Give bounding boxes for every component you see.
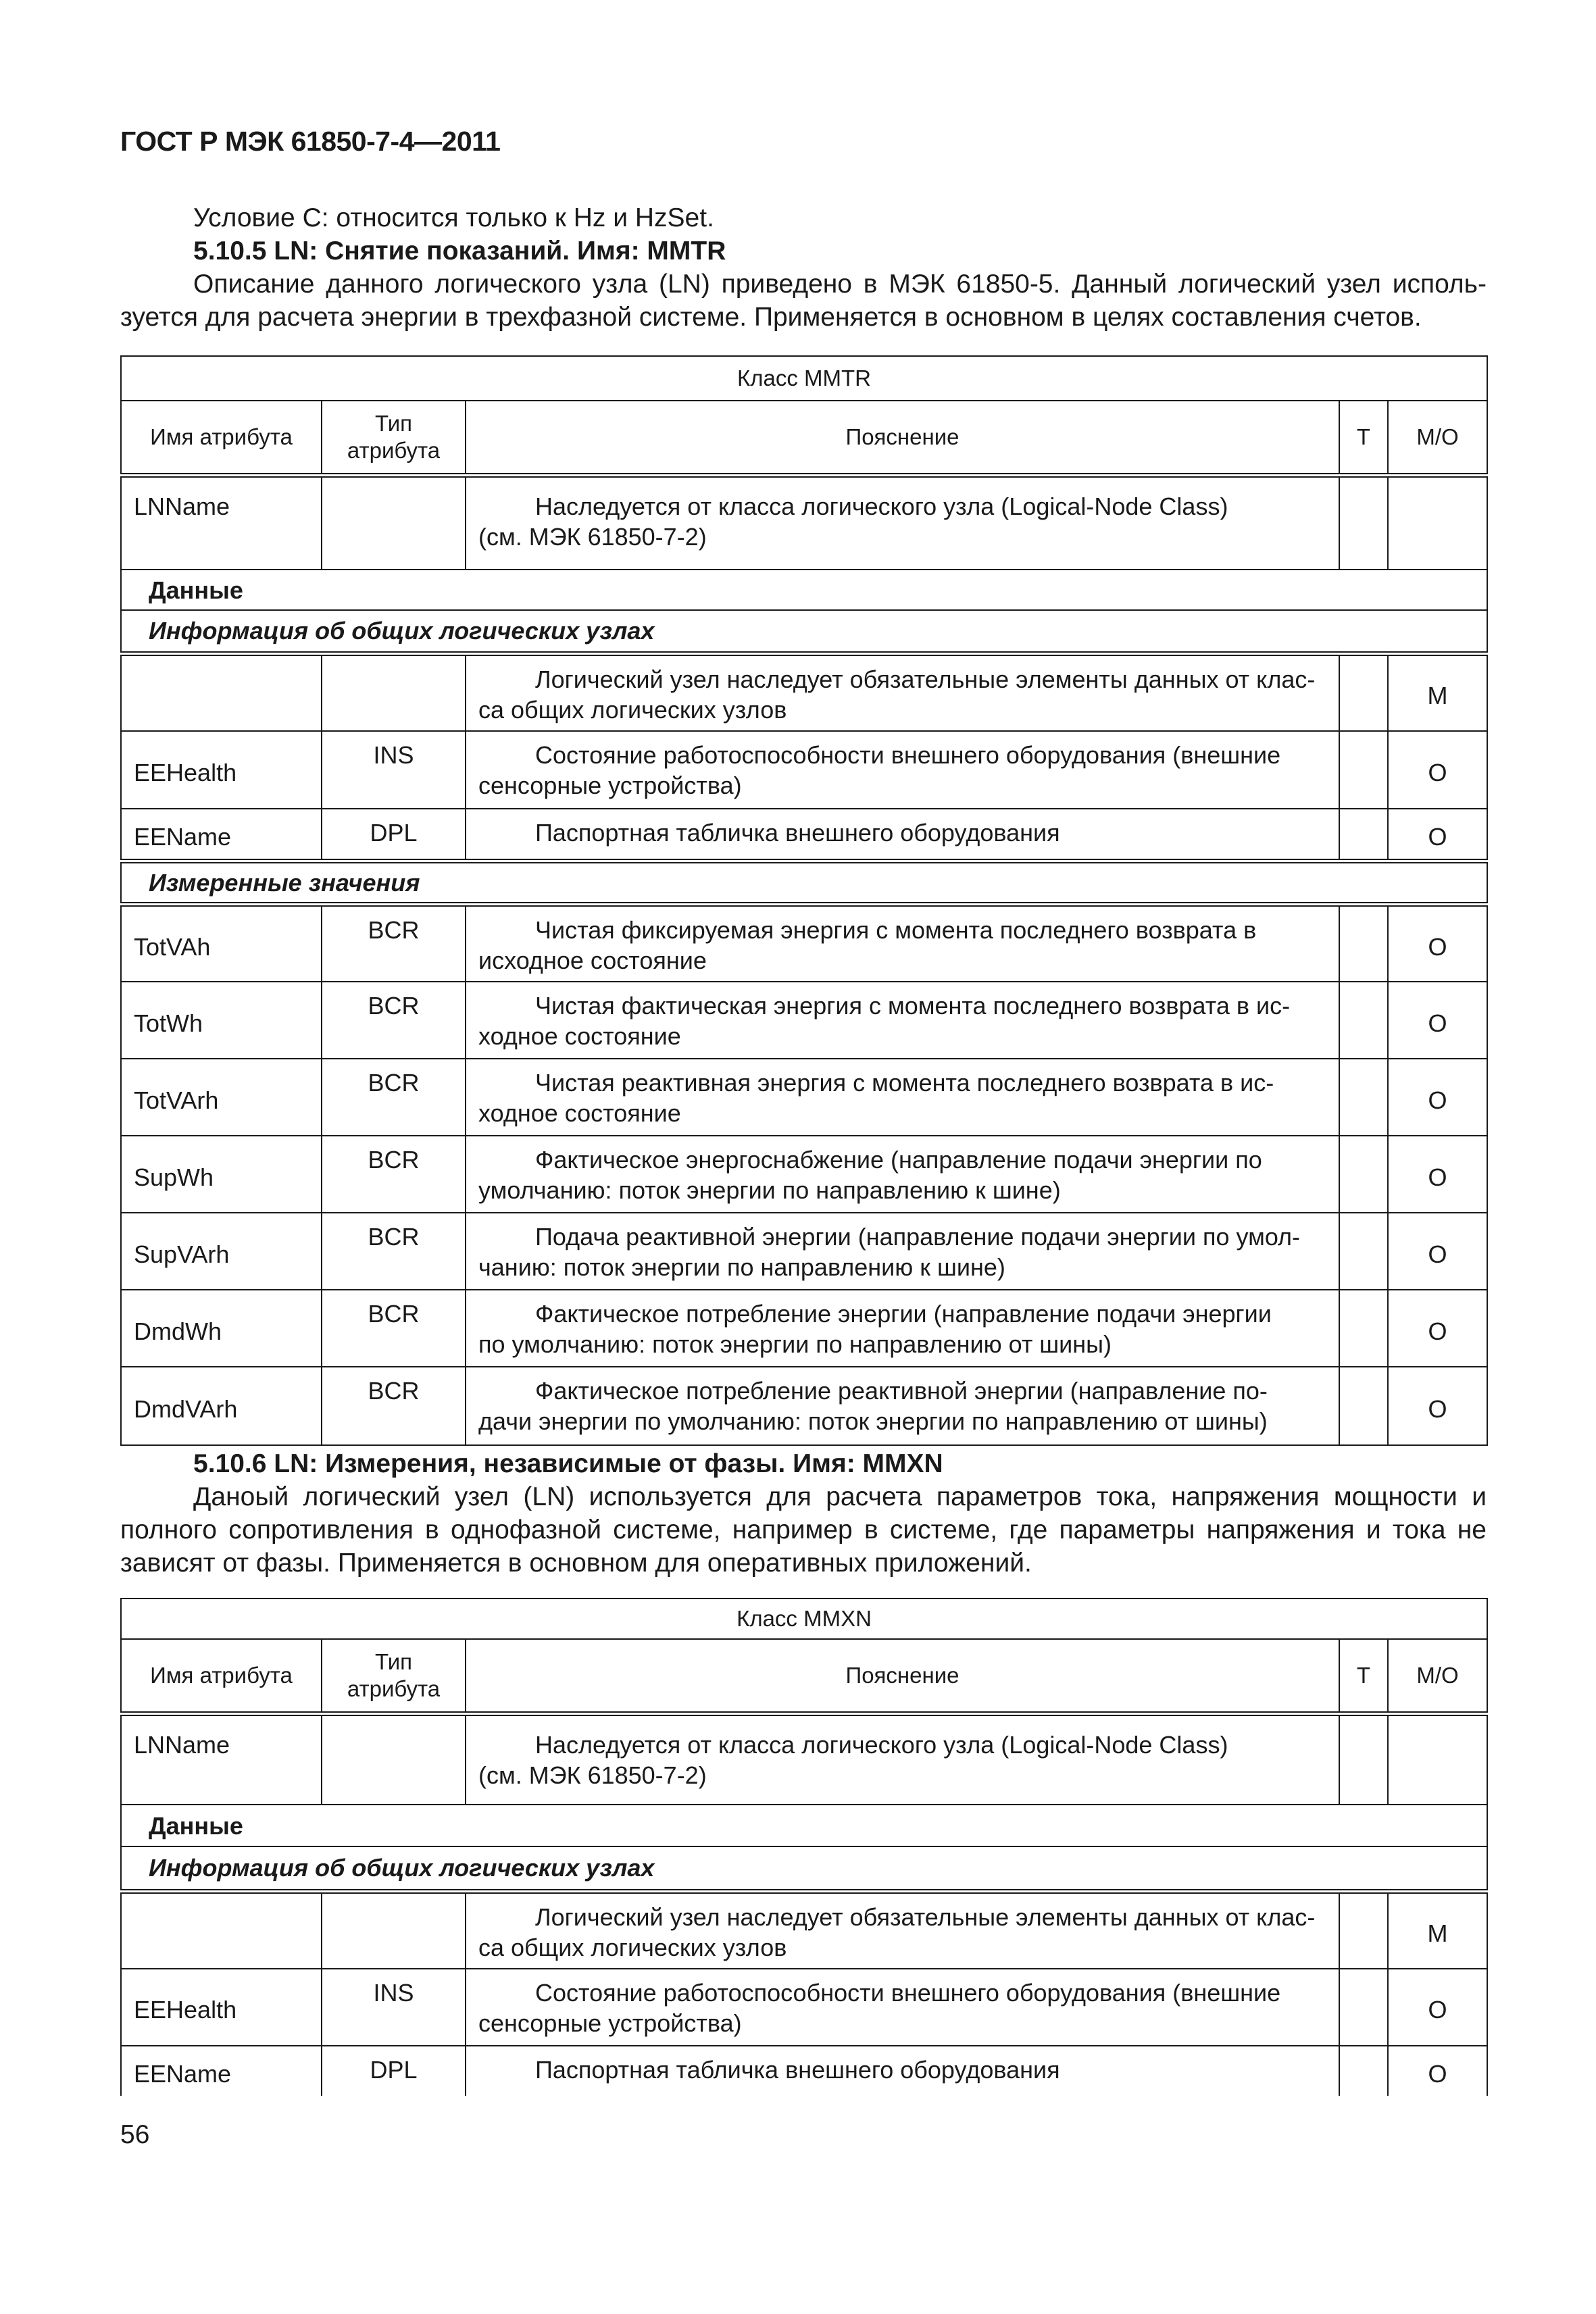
- attr-desc: [466, 1136, 1339, 1213]
- col-header-desc: Пояснение: [466, 401, 1339, 475]
- attr-type: [322, 1713, 466, 1805]
- col-header-type: Тип атрибута: [322, 1639, 466, 1713]
- desc-line: чанию: поток энергии по направлению к шине): [478, 1253, 1005, 1281]
- attr-desc: [466, 1213, 1339, 1290]
- attr-mo: [1388, 475, 1487, 570]
- condition-note: Условие С: относится только к Hz и HzSet.: [193, 203, 714, 232]
- section-title-mmtr: 5.10.5 LN: Снятие показаний. Имя: MMTR: [193, 236, 726, 266]
- desc-line: Паспортная табличка внешнего оборудования: [535, 818, 1060, 847]
- table-row: [121, 475, 1487, 570]
- attr-desc: [466, 809, 1339, 861]
- attr-type: INS: [322, 731, 466, 809]
- table-row: [121, 982, 1487, 1059]
- attr-name: SupWh: [121, 1136, 322, 1213]
- table-row: [121, 1891, 1487, 1969]
- attr-desc: [466, 905, 1339, 982]
- attr-name: LNName: [121, 475, 322, 570]
- class-title: Класс MMXN: [121, 1599, 1487, 1639]
- attr-t: [1339, 1136, 1388, 1213]
- attr-mo: М: [1388, 1891, 1487, 1969]
- table-row: [121, 2046, 1487, 2096]
- attr-mo: О: [1388, 905, 1487, 982]
- attr-name: [121, 653, 322, 731]
- desc-line: Логический узел наследует обязательные элементы данных от клас-: [535, 1903, 1316, 1931]
- class-table-mmxn: [120, 1598, 1488, 2096]
- attr-type: BCR: [322, 1290, 466, 1367]
- attr-type: [322, 475, 466, 570]
- attr-mo: О: [1388, 1367, 1487, 1445]
- desc-line: Фактическое потребление реактивной энергии (направление по-: [535, 1377, 1268, 1405]
- attr-name: SupVArh: [121, 1213, 322, 1290]
- attr-mo: О: [1388, 2046, 1487, 2096]
- attr-t: [1339, 1213, 1388, 1290]
- desc-line: Фактическое потребление энергии (направление подачи энергии: [535, 1300, 1272, 1328]
- col-header-t: Т: [1339, 1639, 1388, 1713]
- desc-line: Фактическое энергоснабжение (направление подачи энергии по: [535, 1146, 1262, 1174]
- attr-mo: О: [1388, 982, 1487, 1059]
- attr-type: [322, 653, 466, 731]
- attr-desc: [466, 1969, 1339, 2046]
- desc-line: ходное состояние: [478, 1022, 681, 1050]
- attr-mo: О: [1388, 1136, 1487, 1213]
- desc-line: са общих логических узлов: [478, 1933, 787, 1961]
- col-header-mo: М/О: [1388, 401, 1487, 475]
- attr-type: [322, 1891, 466, 1969]
- desc-line: Состояние работоспособности внешнего оборудования (внешние: [535, 740, 1281, 769]
- col-header-name: Имя атрибута: [121, 401, 322, 475]
- attr-desc: [466, 1059, 1339, 1136]
- desc-line: исходное состояние: [478, 947, 707, 974]
- attr-desc: [466, 2046, 1339, 2096]
- desc-line: (см. МЭК 61850-7-2): [478, 522, 707, 551]
- attr-t: [1339, 1713, 1388, 1805]
- table-row: [121, 905, 1487, 982]
- desc-line: Наследуется от класса логического узла (Logical-Node Class): [535, 492, 1228, 520]
- desc-line: ходное состояние: [478, 1099, 681, 1127]
- desc-line: сенсорные устройства): [478, 771, 742, 799]
- attr-name: [121, 1891, 322, 1969]
- attr-mo: О: [1388, 1290, 1487, 1367]
- attr-name: DmdWh: [121, 1290, 322, 1367]
- desc-line: Наследуется от класса логического узла (Logical-Node Class): [535, 1730, 1228, 1759]
- desc-line: са общих логических узлов: [478, 695, 787, 724]
- desc-line: по умолчанию: поток энергии по направлению от шины): [478, 1330, 1112, 1358]
- attr-mo: О: [1388, 731, 1487, 809]
- desc-line: Чистая фактическая энергия с момента последнего возврата в ис-: [535, 992, 1291, 1020]
- section-common-ln: Информация об общих логических узлах: [121, 610, 1487, 653]
- attr-t: [1339, 1290, 1388, 1367]
- section-description-mmxn: Даноый логический узел (LN) используется для расчета параметров тока, напряжения мощности и полного сопротивления в однофазной системе, например в системе, где параметры напряжения и тока не зависят от фазы. Применяется в основном для оперативных приложений.: [120, 1482, 1487, 1578]
- desc-line: сенсорные устройства): [478, 2009, 742, 2037]
- attr-name: EEHealth: [121, 731, 322, 809]
- desc-line: дачи энергии по умолчанию: поток энергии по направлению от шины): [478, 1407, 1268, 1435]
- table-row: [121, 809, 1487, 861]
- desc-line: Чистая реактивная энергия с момента последнего возврата в ис-: [535, 1069, 1274, 1097]
- attr-name: DmdVArh: [121, 1367, 322, 1445]
- attr-type: BCR: [322, 1136, 466, 1213]
- attr-desc: [466, 653, 1339, 731]
- attr-type: BCR: [322, 905, 466, 982]
- col-header-mo: М/О: [1388, 1639, 1487, 1713]
- attr-name: EEHealth: [121, 1969, 322, 2046]
- section-description-mmtr: Описание данного логического узла (LN) приведено в МЭК 61850-5. Данный логический узел исполь-зуется для расчета энергии в трехфазной системе. Применяется в основном в целях составления счетов.: [120, 270, 1487, 332]
- table-row: [121, 1136, 1487, 1213]
- attr-desc: [466, 1290, 1339, 1367]
- attr-type: INS: [322, 1969, 466, 2046]
- attr-desc: [466, 1713, 1339, 1805]
- table-row: [121, 1367, 1487, 1445]
- attr-mo: О: [1388, 1213, 1487, 1290]
- table-row: [121, 653, 1487, 731]
- attr-t: [1339, 731, 1388, 809]
- attr-type: BCR: [322, 1059, 466, 1136]
- class-table-mmtr: [120, 355, 1488, 1446]
- attr-t: [1339, 475, 1388, 570]
- table-row: [121, 1969, 1487, 2046]
- attr-t: [1339, 2046, 1388, 2096]
- attr-name: LNName: [121, 1713, 322, 1805]
- attr-type: BCR: [322, 982, 466, 1059]
- attr-desc: [466, 1891, 1339, 1969]
- section-measured-values: Измеренные значения: [121, 861, 1487, 905]
- attr-t: [1339, 653, 1388, 731]
- attr-name: EEName: [121, 2046, 322, 2096]
- attr-desc: [466, 982, 1339, 1059]
- attr-name: TotVArh: [121, 1059, 322, 1136]
- desc-line: (см. МЭК 61850-7-2): [478, 1761, 707, 1789]
- attr-t: [1339, 809, 1388, 861]
- section-common-ln: Информация об общих логических узлах: [121, 1846, 1487, 1891]
- desc-line: умолчанию: поток энергии по направлению к шине): [478, 1176, 1061, 1204]
- page-number: 56: [120, 2120, 150, 2149]
- attr-name: TotVAh: [121, 905, 322, 982]
- class-title: Класс MMTR: [121, 356, 1487, 401]
- attr-type: BCR: [322, 1213, 466, 1290]
- section-title-mmxn: 5.10.6 LN: Измерения, независимые от фазы. Имя: MMXN: [193, 1449, 943, 1478]
- col-header-name: Имя атрибута: [121, 1639, 322, 1713]
- attr-desc: [466, 475, 1339, 570]
- col-header-type: Тип атрибута: [322, 401, 466, 475]
- section-data: Данные: [121, 570, 1487, 610]
- col-header-t: Т: [1339, 401, 1388, 475]
- col-header-desc: Пояснение: [466, 1639, 1339, 1713]
- desc-line: Состояние работоспособности внешнего оборудования (внешние: [535, 1978, 1281, 2007]
- attr-t: [1339, 1367, 1388, 1445]
- attr-type: DPL: [322, 2046, 466, 2096]
- attr-name: EEName: [121, 809, 322, 861]
- attr-mo: О: [1388, 809, 1487, 861]
- attr-mo: М: [1388, 653, 1487, 731]
- attr-name: TotWh: [121, 982, 322, 1059]
- attr-t: [1339, 1059, 1388, 1136]
- document-header: ГОСТ Р МЭК 61850-7-4—2011: [120, 126, 501, 157]
- table-row: [121, 1059, 1487, 1136]
- attr-t: [1339, 982, 1388, 1059]
- attr-type: BCR: [322, 1367, 466, 1445]
- desc-line: Паспортная табличка внешнего оборудования: [535, 2055, 1060, 2084]
- attr-t: [1339, 1891, 1388, 1969]
- attr-desc: [466, 1367, 1339, 1445]
- attr-mo: О: [1388, 1969, 1487, 2046]
- table-row: [121, 1213, 1487, 1290]
- attr-desc: [466, 731, 1339, 809]
- attr-type: DPL: [322, 809, 466, 861]
- desc-line: Чистая фиксируемая энергия с момента последнего возврата в: [535, 916, 1257, 944]
- section-data: Данные: [121, 1805, 1487, 1846]
- attr-mo: О: [1388, 1059, 1487, 1136]
- table-row: [121, 731, 1487, 809]
- table-row: [121, 1713, 1487, 1805]
- attr-mo: [1388, 1713, 1487, 1805]
- desc-line: Подача реактивной энергии (направление подачи энергии по умол-: [535, 1223, 1301, 1251]
- attr-t: [1339, 1969, 1388, 2046]
- table-row: [121, 1290, 1487, 1367]
- attr-t: [1339, 905, 1388, 982]
- desc-line: Логический узел наследует обязательные элементы данных от клас-: [535, 665, 1316, 693]
